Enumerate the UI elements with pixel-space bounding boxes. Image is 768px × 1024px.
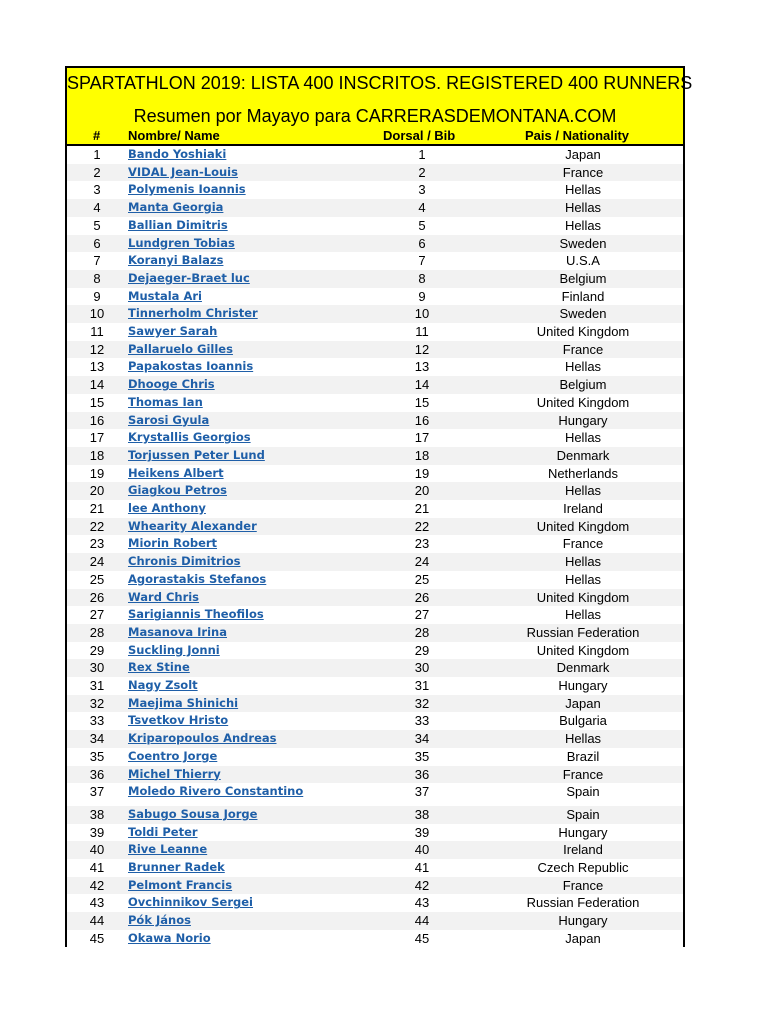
runner-bib: 38 [414,806,430,822]
runner-bib: 33 [414,713,430,729]
runner-name-link[interactable]: Tsvetkov Hristo [128,713,229,728]
runner-nationality: U.S.A [566,253,600,269]
runner-bib: 6 [418,235,426,251]
runner-number: 24 [89,554,105,570]
runner-name-link[interactable]: Rive Leanne [128,842,208,857]
runner-nationality: Hellas [564,731,602,747]
runner-nationality: Denmark [556,447,610,463]
runner-bib: 40 [414,842,430,858]
table-row [67,553,683,571]
runner-bib: 45 [414,930,430,946]
runner-number: 8 [93,270,101,286]
runner-nationality: Denmark [556,660,610,676]
runner-name-link[interactable]: Dhooge Chris [128,377,215,392]
runner-name-link[interactable]: Lundgren Tobias [128,235,235,250]
table-row [67,877,683,895]
table-row [67,930,683,948]
table-row [67,482,683,500]
runner-number: 22 [89,518,105,534]
runner-name-link[interactable]: Maejima Shinichi [128,695,239,710]
column-header-name: Nombre/ Name [128,128,220,143]
runner-nationality: France [562,341,604,357]
table-row [67,518,683,536]
runner-number: 11 [90,324,104,339]
runner-nationality: Hellas [564,182,602,198]
table-row [67,659,683,677]
runner-name-link[interactable]: Dejaeger-Braet luc [128,270,250,285]
runner-name-link[interactable]: lee Anthony [128,501,206,515]
column-header-number: # [93,128,101,143]
runner-name-link[interactable]: Bando Yoshiaki [128,147,227,161]
runner-nationality: Ireland [563,501,603,516]
runner-number: 41 [89,860,105,875]
table-row [67,270,683,288]
runner-name-link[interactable]: Heikens Albert [128,465,224,480]
table-row [67,146,683,164]
runner-nationality: Sweden [559,306,607,322]
page-subtitle: Resumen por Mayayo para CARRERASDEMONTANA.COM [133,106,617,126]
runner-name-link[interactable]: Nagy Zsolt [128,678,198,692]
runner-name-link[interactable]: Mustala Ari [128,288,202,303]
runner-number: 35 [89,748,105,764]
table-header [67,66,693,146]
runner-bib: 21 [414,501,430,516]
runner-bib: 19 [414,465,430,481]
runner-name-link[interactable]: Toldi Peter [128,824,198,839]
table-row [67,841,683,859]
runner-nationality: United Kingdom [536,589,630,605]
runner-nationality: Czech Republic [537,860,629,875]
runner-name-link[interactable]: VIDAL Jean-Louis [128,164,238,179]
runner-bib: 4 [418,200,426,216]
runner-number: 20 [89,483,105,499]
runner-number: 26 [89,589,105,605]
runner-name-link[interactable]: Ballian Dimitris [128,217,228,232]
table-row [67,235,683,253]
runner-bib: 27 [414,607,430,623]
runner-number: 27 [89,607,105,623]
runner-bib: 10 [414,306,430,322]
runner-number: 2 [93,164,101,180]
runner-bib: 11 [415,324,429,339]
runner-number: 13 [89,359,105,375]
column-header-nationality: Pais / Nationality [525,128,630,143]
runner-number: 29 [89,642,105,658]
runner-name-link[interactable]: Tinnerholm Christer [128,306,258,321]
runner-nationality: United Kingdom [536,324,630,339]
runner-nationality: Netherlands [547,465,619,481]
runner-nationality: France [562,536,604,552]
table-row [67,748,683,766]
runner-number: 37 [89,784,105,800]
runner-nationality: Japan [565,695,601,711]
runner-number: 39 [89,824,105,840]
runner-name-link[interactable]: Chronis Dimitrios [128,554,241,569]
runner-number: 45 [89,930,105,946]
page-title: SPARTATHLON 2019: LISTA 400 INSCRITOS. REGISTERED 400 RUNNERS [67,73,693,93]
runner-name-link[interactable]: Manta Georgia [128,200,224,215]
runner-bib: 13 [414,359,430,375]
runner-bib: 42 [414,877,430,893]
table-row [67,181,683,199]
runner-number: 38 [89,806,105,822]
runner-bib: 9 [418,288,426,304]
runner-number: 33 [89,713,105,729]
runner-bib: 23 [414,536,430,552]
runner-bib: 8 [418,270,426,286]
table-row [67,894,683,912]
runner-name-link[interactable]: Brunner Radek [128,860,225,874]
runner-number: 17 [89,430,105,446]
table-row [67,252,683,270]
runner-nationality: United Kingdom [536,518,630,534]
runner-number: 1 [93,147,101,162]
table-row [67,465,683,483]
runner-nationality: Ireland [563,842,603,858]
table-row [67,412,683,430]
runner-bib: 43 [414,895,430,911]
runner-bib: 34 [414,731,430,747]
spreadsheet-page [65,66,693,947]
runner-bib: 20 [414,483,430,499]
runner-bib: 44 [414,913,430,929]
runner-number: 36 [89,766,105,782]
runner-number: 43 [89,895,105,911]
table-row [67,376,683,394]
runner-nationality: Hellas [564,200,602,216]
runner-name-link[interactable]: Ward Chris [128,589,200,604]
runner-bib: 5 [418,217,426,233]
runner-name-link[interactable]: Thomas Ian [128,394,203,409]
table-row [67,806,683,824]
runner-name-link[interactable]: Suckling Jonni [128,642,220,657]
runner-bib: 17 [414,430,430,446]
runner-nationality: Hellas [564,571,602,587]
runner-name-link[interactable]: Sarigiannis Theofilos [128,607,264,622]
table-row [67,500,683,518]
table-row [67,571,683,589]
runner-nationality: France [562,164,604,180]
runner-name-link[interactable]: Pallaruelo Gilles [128,341,233,356]
runner-bib: 7 [418,253,426,269]
runner-number: 16 [89,412,105,428]
runner-name-link[interactable]: Pók János [128,913,191,928]
runner-number: 40 [89,842,105,858]
table-row [67,677,683,695]
runner-name-link[interactable]: Miorin Robert [128,536,218,551]
table-row [67,783,683,805]
table-row [67,341,683,359]
runner-nationality: Hellas [564,607,602,623]
runner-name-link[interactable]: Okawa Norio [128,930,211,945]
table-row [67,323,683,341]
runner-bib: 18 [414,447,430,463]
runner-nationality: Japan [565,147,601,162]
runner-nationality: Bulgaria [559,713,607,729]
runner-name-link[interactable]: Giagkou Petros [128,483,227,498]
column-header-bib: Dorsal / Bib [383,128,456,143]
table-row [67,217,683,235]
runner-name-link[interactable]: Rex Stine [128,660,190,675]
runner-bib: 2 [418,164,426,180]
runner-nationality: Belgium [559,377,607,393]
runner-nationality: Brazil [566,748,600,764]
table-row [67,712,683,730]
runner-bib: 31 [414,678,430,693]
runner-name-link[interactable]: Sarosi Gyula [128,412,210,427]
runner-number: 25 [89,571,105,587]
table-row [67,447,683,465]
runner-bib: 32 [414,695,430,711]
runner-number: 23 [89,536,105,552]
table-row [67,164,683,182]
runner-bib: 3 [418,182,426,198]
runner-number: 14 [89,377,105,393]
runner-name-link[interactable]: Sawyer Sarah [128,324,218,338]
runner-bib: 14 [414,377,430,393]
runner-bib: 24 [414,554,430,570]
table-row [67,429,683,447]
runner-bib: 30 [414,660,430,676]
runner-number: 31 [89,678,105,693]
runner-bib: 12 [414,341,430,357]
runner-nationality: Hungary [558,824,608,840]
table-row [67,624,683,642]
table-row [67,642,683,660]
runner-number: 28 [89,624,105,640]
table-row [67,824,683,842]
runner-bib: 1 [418,147,426,162]
runner-number: 18 [89,447,105,463]
runner-name-link[interactable]: Papakostas Ioannis [128,359,254,374]
runner-number: 12 [89,341,105,357]
runner-nationality: Finland [561,288,605,304]
table-row [67,535,683,553]
table-row [67,394,683,412]
runner-number: 6 [93,235,101,251]
runner-nationality: Belgium [559,270,607,286]
runner-nationality: Hellas [564,430,602,446]
runner-nationality: France [562,877,604,893]
runner-bib: 22 [414,518,430,534]
runner-nationality: Hellas [564,359,602,375]
runner-number: 15 [89,394,105,410]
runner-number: 5 [93,217,101,233]
runner-name-link[interactable]: Agorastakis Stefanos [128,571,267,586]
runner-bib: 15 [414,394,430,410]
table-row [67,766,683,784]
runner-nationality: Russian Federation [526,624,640,640]
table-row [67,695,683,713]
table-row [67,288,683,306]
runner-number: 10 [89,306,105,322]
runner-bib: 39 [414,824,430,840]
runner-name-link[interactable]: Pelmont Francis [128,877,233,892]
table-row [67,730,683,748]
table-row [67,358,683,376]
runner-name-link[interactable]: Masanova Irina [128,624,227,639]
runner-number: 9 [93,288,101,304]
runner-nationality: France [562,766,604,782]
table-row [67,859,683,877]
runner-name-link[interactable]: Krystallis Georgios [128,430,251,445]
runner-bib: 29 [414,642,430,658]
runner-number: 3 [93,182,101,198]
runner-number: 42 [89,877,105,893]
runner-nationality: Russian Federation [526,895,640,911]
runner-number: 21 [89,501,105,516]
runner-bib: 16 [414,412,430,428]
runner-bib: 25 [414,571,430,587]
runner-nationality: Hungary [558,678,608,693]
runner-bib: 35 [414,748,430,764]
runner-nationality: Sweden [559,235,607,251]
runner-bib: 41 [414,860,430,875]
runner-name-link[interactable]: Whearity Alexander [128,518,257,533]
table-row [67,589,683,607]
runner-bib: 26 [414,589,430,605]
runner-name-link[interactable]: Coentro Jorge [128,748,218,763]
runner-name-link[interactable]: Michel Thierry [128,766,221,781]
runner-name-link[interactable]: Ovchinnikov Sergei [128,895,254,910]
table-row [67,305,683,323]
runner-number: 32 [89,695,105,711]
runner-nationality: Spain [566,806,600,822]
runner-number: 30 [89,660,105,676]
runner-bib: 37 [414,784,430,800]
runner-name-link[interactable]: Kriparopoulos Andreas [128,731,277,746]
runner-nationality: Hellas [564,554,602,570]
runner-number: 4 [93,200,101,216]
runner-name-link[interactable]: Sabugo Sousa Jorge [128,806,258,821]
runner-name-link[interactable]: Moledo Rivero Constantino [128,784,304,799]
runner-name-link[interactable]: Torjussen Peter Lund [128,447,265,462]
runner-number: 34 [89,731,105,747]
runner-nationality: Hungary [558,412,608,428]
runner-nationality: Hungary [558,913,608,929]
runner-nationality: United Kingdom [536,394,630,410]
table-row [67,606,683,624]
runner-nationality: Hellas [564,483,602,499]
runner-nationality: Hellas [564,217,602,233]
table-row [67,912,683,930]
runner-number: 19 [89,465,105,481]
runner-name-link[interactable]: Koranyi Balazs [128,253,224,268]
runner-nationality: United Kingdom [536,642,630,658]
runner-bib: 28 [414,624,430,640]
runner-bib: 36 [414,766,430,782]
table-row [67,199,683,217]
runner-number: 44 [89,913,105,929]
runner-number: 7 [93,253,101,269]
runner-nationality: Japan [565,930,601,946]
runner-name-link[interactable]: Polymenis Ioannis [128,182,246,197]
runner-nationality: Spain [566,784,600,800]
